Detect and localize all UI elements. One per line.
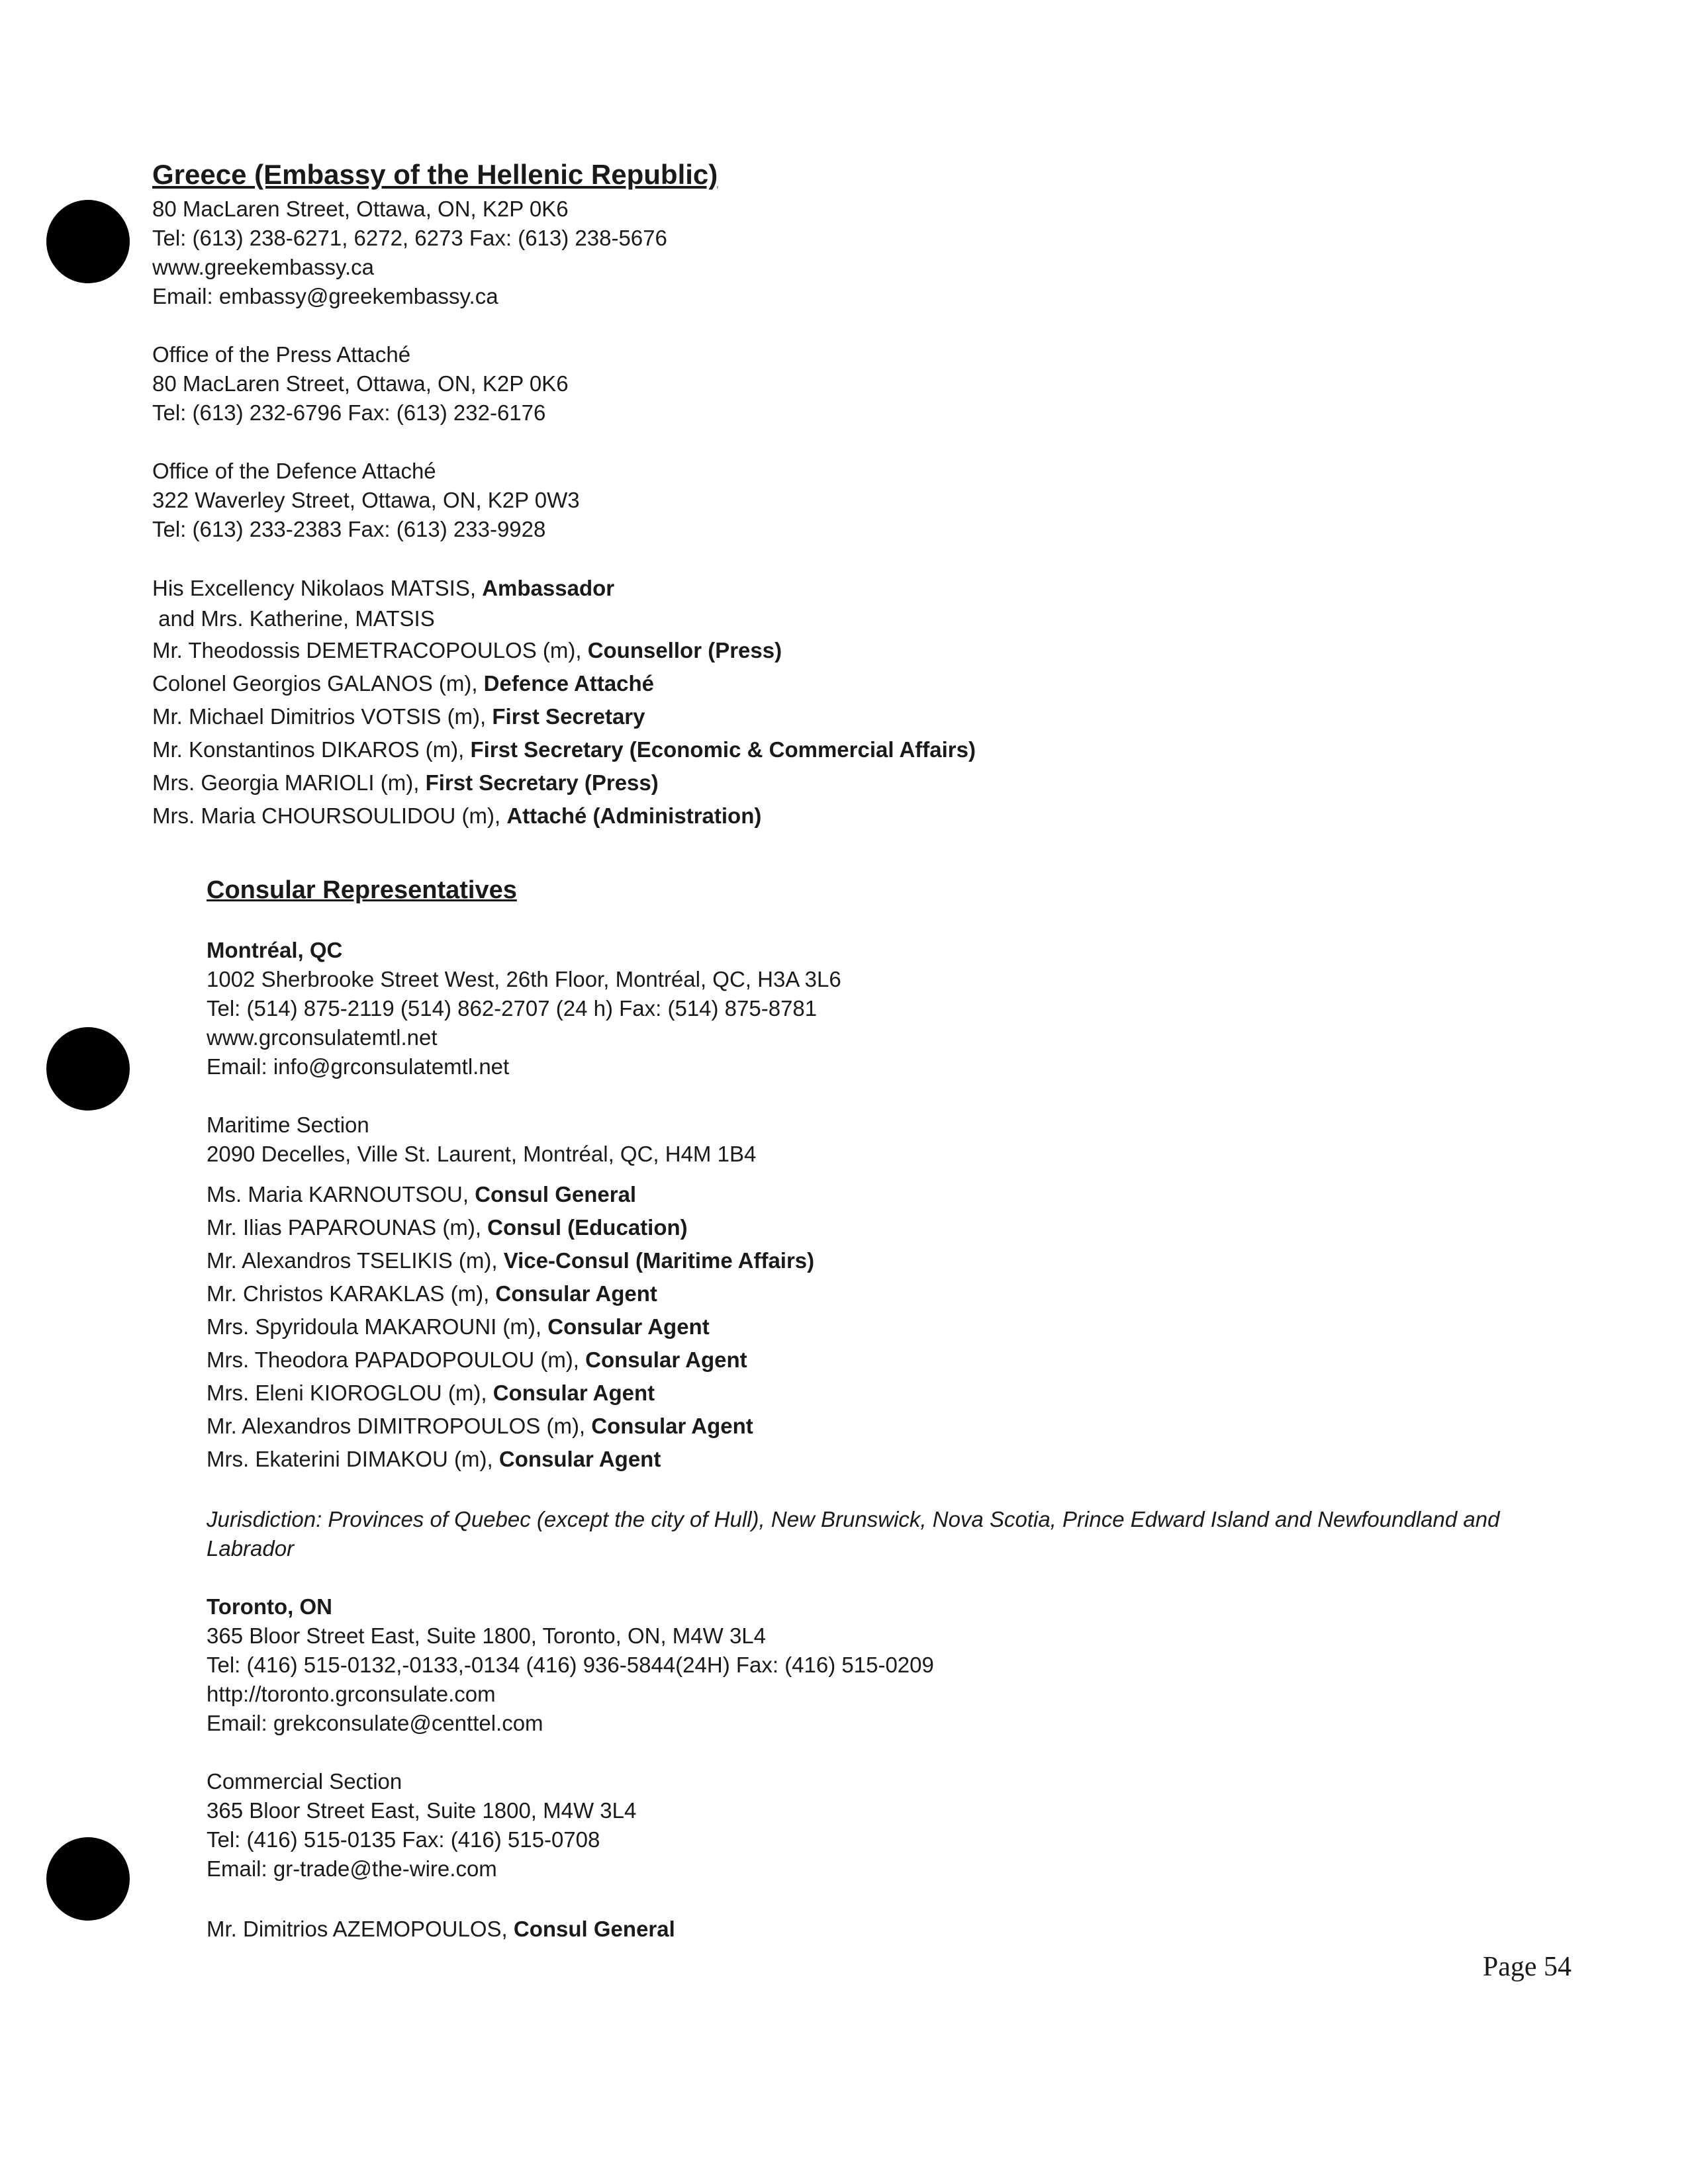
montreal-web: www.grconsulatemtl.net bbox=[207, 1025, 438, 1050]
staff-entry bbox=[152, 667, 976, 700]
staff-entry bbox=[152, 573, 976, 604]
maritime-title: Maritime Section bbox=[207, 1113, 369, 1137]
embassy-email: Email: embassy@greekembassy.ca bbox=[152, 284, 498, 308]
staff-role: Consular Agent bbox=[547, 1314, 710, 1339]
staff-name: Mrs. Eleni KIOROGLOU (m), bbox=[207, 1381, 493, 1405]
staff-entry bbox=[207, 1211, 1504, 1244]
staff-role: Consular Agent bbox=[498, 1447, 661, 1471]
embassy-tel: Tel: (613) 238-6271, 6272, 6273 Fax: (613) 238-5676 bbox=[152, 226, 667, 250]
staff-name: Mrs. Theodora PAPADOPOULOU (m), bbox=[207, 1347, 586, 1372]
defence-office-address: 322 Waverley Street, Ottawa, ON, K2P 0W3 bbox=[152, 488, 580, 512]
toronto-city: Toronto, ON bbox=[207, 1594, 333, 1619]
staff-role: First Secretary bbox=[492, 704, 645, 729]
maritime-address: 2090 Decelles, Ville St. Laurent, Montréal, QC, H4M 1B4 bbox=[207, 1142, 757, 1166]
staff-name: Mrs. Ekaterini DIMAKOU (m), bbox=[207, 1447, 499, 1471]
staff-entry bbox=[152, 634, 976, 667]
staff-role: Attaché (Administration) bbox=[506, 803, 762, 828]
staff-entry bbox=[207, 1343, 1504, 1377]
staff-name: Mr. Michael Dimitrios VOTSIS (m), bbox=[152, 704, 492, 729]
toronto-address: 365 Bloor Street East, Suite 1800, Toronto, ON, M4W 3L4 bbox=[207, 1623, 767, 1648]
staff-entry bbox=[207, 1377, 1504, 1410]
staff-role: Consular Agent bbox=[585, 1347, 747, 1372]
staff-role: Counsellor (Press) bbox=[587, 638, 782, 662]
staff-role: Consul General bbox=[475, 1182, 637, 1206]
commercial-tel: Tel: (416) 515-0135 Fax: (416) 515-0708 bbox=[207, 1827, 600, 1852]
montreal-address: 1002 Sherbrooke Street West, 26th Floor, Montréal, QC, H3A 3L6 bbox=[207, 967, 841, 991]
staff-name: Mr. Christos KARAKLAS (m), bbox=[207, 1281, 496, 1306]
embassy-section bbox=[152, 156, 976, 833]
press-office-title: Office of the Press Attaché bbox=[152, 342, 411, 367]
montreal-tel: Tel: (514) 875-2119 (514) 862-2707 (24 h) Fax: (514) 875-8781 bbox=[207, 996, 818, 1021]
toronto-tel: Tel: (416) 515-0132,-0133,-0134 (416) 936-5844(24H) Fax: (416) 515-0209 bbox=[207, 1653, 934, 1677]
staff-name: Colonel Georgios GALANOS (m), bbox=[152, 671, 484, 696]
page-number: Page 54 bbox=[1482, 1952, 1571, 1982]
staff-entry bbox=[152, 604, 976, 634]
toronto-email: Email: grekconsulate@centtel.com bbox=[207, 1711, 543, 1735]
staff-entry bbox=[207, 1310, 1504, 1343]
staff-name: Mr. Alexandros TSELIKIS (m), bbox=[207, 1248, 504, 1273]
binder-hole-bottom bbox=[46, 1837, 130, 1921]
staff-name: and Mrs. Katherine, MATSIS bbox=[152, 606, 435, 631]
commercial-address: 365 Bloor Street East, Suite 1800, M4W 3L4 bbox=[207, 1798, 637, 1823]
staff-name: His Excellency Nikolaos MATSIS, bbox=[152, 576, 483, 600]
staff-name: Mr. Konstantinos DIKAROS (m), bbox=[152, 737, 471, 762]
staff-role: Consul General bbox=[513, 1917, 675, 1941]
defence-office-title: Office of the Defence Attaché bbox=[152, 459, 436, 483]
staff-entry bbox=[152, 733, 976, 766]
staff-entry bbox=[207, 1913, 1504, 1946]
montreal-jurisdiction: Jurisdiction: Provinces of Quebec (except the city of Hull), New Brunswick, Nova Scotia, Prince Edward Island and Newfoundland and Labrador bbox=[207, 1507, 1500, 1561]
staff-entry bbox=[207, 1277, 1504, 1310]
staff-role: Consul (Education) bbox=[487, 1215, 688, 1240]
press-office-tel: Tel: (613) 232-6796 Fax: (613) 232-6176 bbox=[152, 400, 546, 425]
defence-office-tel: Tel: (613) 233-2383 Fax: (613) 233-9928 bbox=[152, 517, 546, 541]
embassy-staff-list bbox=[152, 573, 976, 833]
staff-entry bbox=[207, 1244, 1504, 1277]
staff-entry bbox=[207, 1443, 1504, 1476]
montreal-email: Email: info@grconsulatemtl.net bbox=[207, 1054, 510, 1079]
staff-role: First Secretary (Press) bbox=[425, 770, 659, 795]
embassy-address: 80 MacLaren Street, Ottawa, ON, K2P 0K6 bbox=[152, 197, 569, 221]
binder-hole-middle bbox=[46, 1027, 130, 1111]
staff-role: Consular Agent bbox=[591, 1414, 753, 1438]
montreal-city: Montréal, QC bbox=[207, 938, 343, 962]
staff-name: Mr. Theodossis DEMETRACOPOULOS (m), bbox=[152, 638, 588, 662]
staff-name: Ms. Maria KARNOUTSOU, bbox=[207, 1182, 475, 1206]
embassy-heading: Greece (Embassy of the Hellenic Republic) bbox=[152, 159, 718, 190]
staff-name: Mr. Dimitrios AZEMOPOULOS, bbox=[207, 1917, 514, 1941]
commercial-title: Commercial Section bbox=[207, 1769, 402, 1794]
staff-entry bbox=[152, 799, 976, 833]
binder-hole-top bbox=[46, 200, 130, 283]
staff-entry bbox=[207, 1178, 1504, 1211]
staff-entry bbox=[207, 1410, 1504, 1443]
press-office-address: 80 MacLaren Street, Ottawa, ON, K2P 0K6 bbox=[152, 371, 569, 396]
staff-name: Mrs. Georgia MARIOLI (m), bbox=[152, 770, 426, 795]
staff-entry bbox=[152, 766, 976, 799]
staff-role: Vice-Consul (Maritime Affairs) bbox=[503, 1248, 815, 1273]
staff-name: Mrs. Maria CHOURSOULIDOU (m), bbox=[152, 803, 507, 828]
staff-name: Mrs. Spyridoula MAKAROUNI (m), bbox=[207, 1314, 548, 1339]
staff-role: Defence Attaché bbox=[483, 671, 655, 696]
consular-section bbox=[207, 874, 1504, 1946]
staff-name: Mr. Alexandros DIMITROPOULOS (m), bbox=[207, 1414, 592, 1438]
consular-heading: Consular Representatives bbox=[207, 876, 517, 904]
staff-role: First Secretary (Economic & Commercial Affairs) bbox=[470, 737, 976, 762]
montreal-staff-list bbox=[207, 1178, 1504, 1476]
staff-entry bbox=[152, 700, 976, 733]
staff-role: Consular Agent bbox=[492, 1381, 655, 1405]
toronto-web: http://toronto.grconsulate.com bbox=[207, 1682, 496, 1706]
staff-role: Ambassador bbox=[482, 576, 615, 600]
commercial-email: Email: gr-trade@the-wire.com bbox=[207, 1856, 497, 1881]
embassy-web: www.greekembassy.ca bbox=[152, 255, 375, 279]
staff-name: Mr. Ilias PAPAROUNAS (m), bbox=[207, 1215, 488, 1240]
staff-role: Consular Agent bbox=[495, 1281, 657, 1306]
